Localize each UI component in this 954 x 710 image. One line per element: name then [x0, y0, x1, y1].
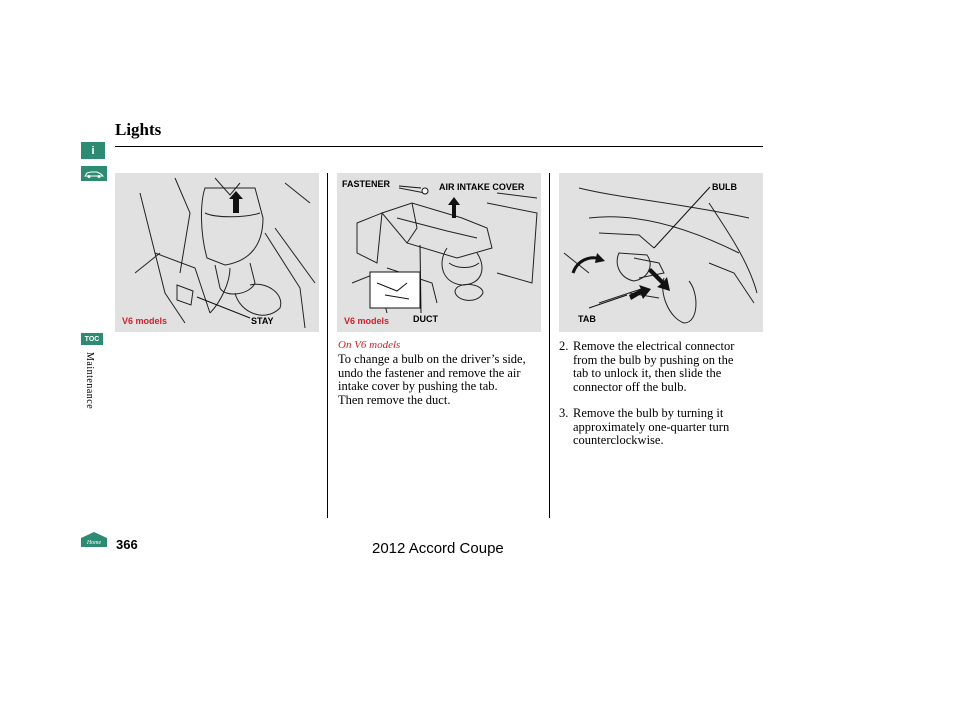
step-text [573, 407, 729, 448]
column2-paragraph [338, 353, 548, 407]
air-intake-illustration [337, 173, 541, 332]
info-icon[interactable]: i [81, 142, 105, 159]
step-item [559, 407, 759, 448]
figure-label-duct: DUCT [413, 314, 438, 324]
text-line: from the bulb by pushing on the [573, 352, 734, 367]
figure-label-air-intake-cover: AIR INTAKE COVER [439, 182, 525, 192]
figure-label-bulb: BULB [712, 182, 737, 192]
text-line: connector off the bulb. [573, 379, 687, 394]
figure-headlight-bulb [559, 173, 763, 332]
text-line: Then remove the duct. [338, 392, 451, 407]
text-line: undo the fastener and remove the air [338, 365, 521, 380]
figure-washer-reservoir [115, 173, 319, 332]
page-title: Lights [115, 120, 162, 139]
text-line: approximately one-quarter turn [573, 419, 730, 434]
figure-label-stay: STAY [251, 316, 274, 326]
step-text [573, 340, 734, 394]
figure-air-intake [337, 173, 541, 332]
home-label: Home [86, 540, 102, 546]
text-line: counterclockwise. [573, 433, 664, 447]
title-divider [115, 146, 763, 147]
column-divider [327, 173, 328, 518]
car-icon[interactable] [81, 166, 107, 181]
page-number: 366 [116, 537, 138, 552]
home-icon [80, 531, 108, 548]
step-number: 3. [559, 406, 569, 420]
car-shape-icon [83, 169, 105, 179]
section-tab-label: Maintenance [84, 352, 95, 410]
text-line: To change a bulb on the driver’s side, [338, 352, 526, 366]
text-line: Remove the bulb by turning it [573, 406, 724, 420]
text-line: tab to unlock it, then slide the [573, 366, 722, 380]
column3-steps [559, 340, 759, 448]
washer-illustration [115, 173, 319, 332]
text-line: Remove the electrical connector [573, 339, 735, 353]
text-line: intake cover by pushing the tab. [338, 379, 498, 393]
figure-label-model: V6 models [344, 316, 390, 326]
step-item [559, 340, 759, 394]
figure-label-tab: TAB [578, 314, 596, 324]
toc-button[interactable]: TOC [81, 333, 103, 345]
bulb-illustration [559, 173, 763, 332]
footer-title: 2012 Accord Coupe [372, 540, 504, 557]
step-number: 2. [559, 339, 569, 353]
figure-label-fastener: FASTENER [342, 179, 391, 189]
figure-caption: On V6 models [338, 339, 401, 351]
home-button[interactable] [80, 531, 108, 548]
figure-label-model: V6 models [122, 316, 168, 326]
column-divider [549, 173, 550, 518]
